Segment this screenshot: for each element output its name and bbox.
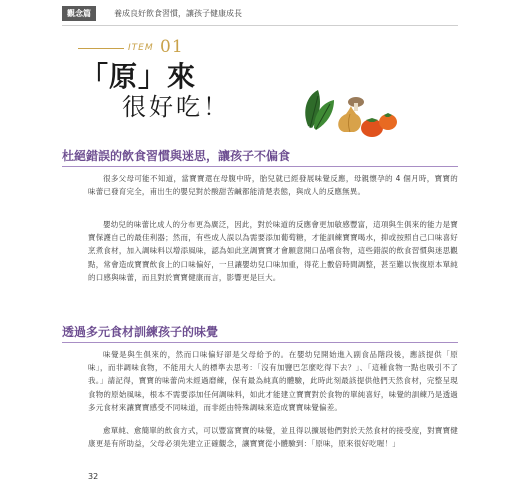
tomato-icon bbox=[361, 113, 397, 137]
paragraph: 味覺是與生俱來的，然而口味偏好卻是父母給予的。在嬰幼兒開始進入副食品階段後，應該提供「原味」，而非調味食物，不能用大人的標準去思考：「沒有加鹽巴怎麼吃得下去？」、「這種食物一點也吸引不了我。」請記得，寶寶的味蕾尚未經過磨練，保有最為純真的體驗，此時此刻最該提供他們天然食材，完整呈現食物的原始風味，根本不需要添加任何調味料，如此才能建立寶寶對於食物的單純喜好，味覺的訓練乃是透過多元食材來讓寶寶感受不同味道，而非經由特殊調味來造成寶寶味覺偏差。 bbox=[88, 350, 458, 412]
paragraph: 愈單純、愈簡單的飲食方式，可以豐富寶寶的味覺，並且得以擴展他們對於天然食材的接受度，對寶寶健康更是有所助益，父母必須先建立正確觀念，讓寶寶從小體驗到：「原味，原來很好吃喔！」 bbox=[88, 426, 458, 449]
section-heading-2: 透過多元食材訓練孩子的味覺 bbox=[62, 325, 219, 339]
section-heading-1: 杜絕錯誤的飲食習慣與迷思，讓孩子不偏食 bbox=[62, 149, 291, 163]
section-divider-1 bbox=[62, 166, 458, 167]
page-title-line-2: 很好吃！ bbox=[122, 93, 230, 121]
section-divider-2 bbox=[62, 342, 458, 343]
item-label: ITEM bbox=[128, 43, 154, 53]
item-marker bbox=[78, 37, 378, 57]
item-line bbox=[78, 48, 124, 49]
page-title-line-1: 「原」來 bbox=[80, 60, 197, 93]
running-head: 養成良好飲食習慣，讓孩子健康成長 bbox=[114, 9, 242, 18]
item-number: 01 bbox=[160, 37, 184, 57]
vegetables-icon bbox=[300, 82, 400, 140]
spinach-icon bbox=[305, 90, 334, 130]
header-divider bbox=[62, 25, 458, 26]
page-header bbox=[0, 6, 520, 21]
chapter-tag: 觀念篇 bbox=[62, 6, 96, 21]
paragraph: 很多父母可能不知道，當寶寶還在母腹中時，胎兒就已經發展味覺反應，母親懷孕的 4 個月時，寶寶的味蕾已發育完全，甫出生的嬰兒對於酸甜苦鹹都能清楚表態，與成人的反應無異。 bbox=[88, 174, 458, 197]
paragraph: 嬰幼兒的味蕾比成人的分布更為廣泛，因此，對於味道的反應會更加敏感豐富，這項與生俱來的能力是寶寶保護自己的最佳利器；然而，有些成人誤以為需要添加葡萄糖，才能訓練寶寶喝水，抑或按照自己口味喜好烹煮食材，加入調味料以增添風味，認為如此烹調寶寶才會願意開口品嚐食物，這些錯誤的飲食習慣與迷思觀點，常會造成寶寶飲食上的口味偏好，一旦讓嬰幼兒口味加重，得花上數倍時間調整，甚至難以恢復原本單純的口感與味蕾，而且對於寶寶健康而言，影響更是巨大。 bbox=[88, 220, 458, 282]
page-number: 32 bbox=[88, 472, 99, 481]
